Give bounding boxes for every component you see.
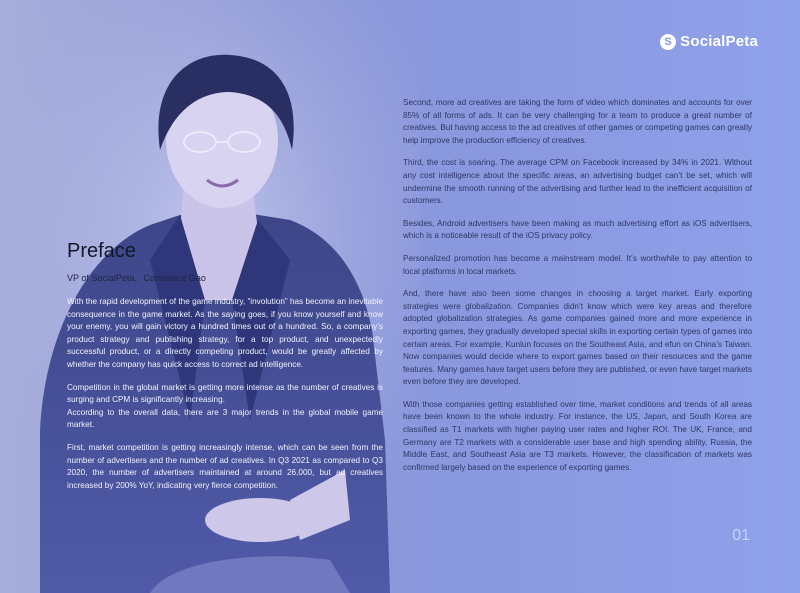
paragraph: Competition in the global market is getting more intense as the number of creatives is surging and CPM is significantly increasing. xyxy=(67,382,383,405)
paragraph: With those companies getting established over time, market conditions and trends of all areas have been known to the whole industry. For instance, the US, Japan, and South Korea are classified as T1 markets with higher paying user rates and higher ROI. The UK, France, and Germany are T2 markets with a considerable user base and high spending ability. Russia, the Middle East, and Southeast Asia are T3 markets. However, the classification of markets was confirmed largely based on the experience of exporting games. xyxy=(403,399,752,472)
preface-right-column xyxy=(403,97,752,484)
page-title: Preface xyxy=(67,240,136,262)
paragraph: First, market competition is getting increasingly intense, which can be seen from the number of advertisers and the number of ad creatives. In Q3 2021 as compared to Q3 2020, the number of advertisers maintained at around 26,000, but ad creatives increased by 200% YoY, indicating very fierce competition. xyxy=(67,442,383,490)
author-byline: VP of SocialPeta，Constance Gao xyxy=(67,273,206,283)
paragraph: According to the overall data, there are 3 major trends in the global mobile game market. xyxy=(67,407,383,430)
page-number: 01 xyxy=(732,527,750,544)
paragraph: Personalized promotion has become a mainstream model. It’s worthwhile to pay attention to local platforms in local markets. xyxy=(403,253,752,276)
paragraph: Besides, Android advertisers have been making as much advertising effort as iOS advertisers, which is a noticeable result of the iOS privacy policy. xyxy=(403,218,752,241)
brand-logo xyxy=(660,33,758,50)
paragraph: Third, the cost is soaring. The average CPM on Facebook increased by 34% in 2021. Without any cost intelligence about the specific areas, an advertising budget can’t be set, which will undermine the smooth running of the advertising and further lead to the inefficient acquisition of customers. xyxy=(403,158,752,206)
paragraph: Second, more ad creatives are taking the form of video which dominates and accounts for over 85% of all forms of ads. It can be very challenging for a team to produce a great number of creatives. But having access to the ad creatives of other games or competing games can greatly help improve the production efficiency of creatives. xyxy=(403,98,752,145)
brand-logo-text: SocialPeta xyxy=(680,33,758,50)
preface-left-column xyxy=(67,296,383,502)
paragraph: And, there have also been some changes in choosing a target market. Early exporting strategies were globalization. Companies didn’t know which were key areas and therefore adopted globalization strategies. As game companies gained more and more experience in exporting games, they gradually developed special skills in exporting certain types of games into certain areas. For example, Kunlun focuses on the Southeast Asia, and efun on China’s Taiwan. Now companies would decide where to export games based on their resources and the game features. Many games have target users before they are published, or even have target markets even before they are developed. xyxy=(403,289,752,387)
paragraph: With the rapid development of the game industry, “involution” has become an inevitable consequence in the game market. As the saying goes, if you know yourself and know your enemy, you will gain victory a hundred times out of a hundred. So, a company’s product strategy and publishing strategy, for a top product, and unexpectedly successful product, or a directly competing product, would be greatly affected by whether the company has quick access to correct ad intelligence. xyxy=(67,297,383,369)
brand-logo-icon: S xyxy=(660,34,676,50)
